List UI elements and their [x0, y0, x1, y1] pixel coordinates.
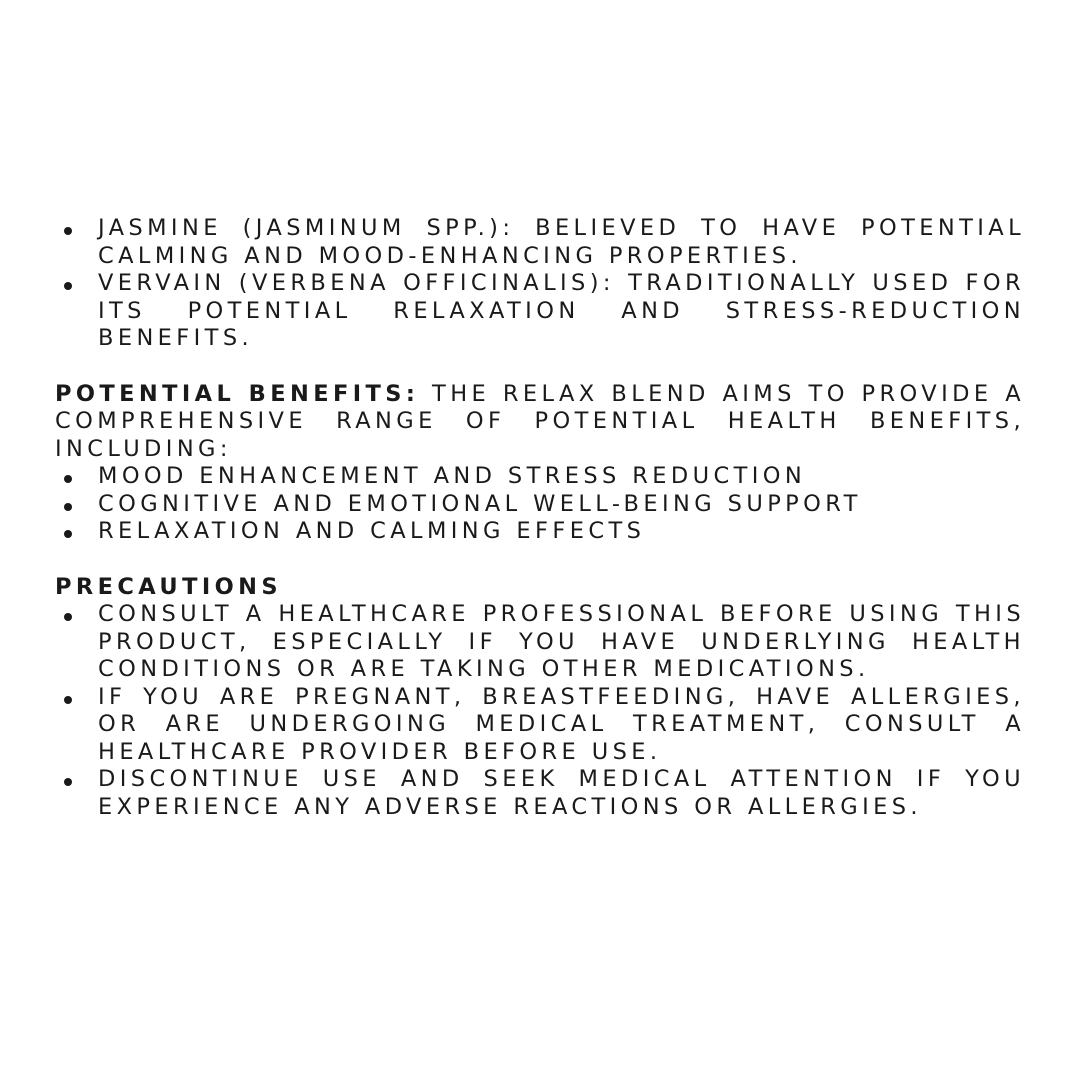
list-item: VERVAIN (VERBENA OFFICINALIS): TRADITIONALLY USED FOR ITS POTENTIAL RELAXATION AND STRESS-REDUCTION BENEFITS. — [55, 270, 1025, 353]
list-item: IF YOU ARE PREGNANT, BREASTFEEDING, HAVE ALLERGIES, OR ARE UNDERGOING MEDICAL TREATMENT, CONSULT A HEALTHCARE PROVIDER BEFORE USE. — [55, 684, 1025, 767]
precautions-section — [55, 574, 1025, 822]
benefits-list — [55, 463, 1025, 546]
list-item: CONSULT A HEALTHCARE PROFESSIONAL BEFORE USING THIS PRODUCT, ESPECIALLY IF YOU HAVE UNDERLYING HEALTH CONDITIONS OR ARE TAKING OTHER MEDICATIONS. — [55, 601, 1025, 684]
benefits-paragraph — [55, 381, 1025, 464]
document-body — [55, 215, 1025, 821]
precautions-list — [55, 601, 1025, 821]
benefits-section — [55, 381, 1025, 546]
list-item: DISCONTINUE USE AND SEEK MEDICAL ATTENTION IF YOU EXPERIENCE ANY ADVERSE REACTIONS OR ALLERGIES. — [55, 766, 1025, 821]
precautions-heading: PRECAUTIONS — [55, 573, 282, 600]
ingredients-list — [55, 215, 1025, 353]
list-item: MOOD ENHANCEMENT AND STRESS REDUCTION — [55, 463, 1025, 491]
list-item: COGNITIVE AND EMOTIONAL WELL-BEING SUPPORT — [55, 491, 1025, 519]
list-item: JASMINE (JASMINUM SPP.): BELIEVED TO HAVE POTENTIAL CALMING AND MOOD-ENHANCING PROPERTIES. — [55, 215, 1025, 270]
list-item: RELAXATION AND CALMING EFFECTS — [55, 518, 1025, 546]
benefits-intro: THE RELAX BLEND AIMS TO PROVIDE A COMPREHENSIVE RANGE OF POTENTIAL HEALTH BENEFITS, INCLUDING: — [55, 380, 1025, 462]
benefits-heading: POTENTIAL BENEFITS: — [55, 380, 420, 407]
